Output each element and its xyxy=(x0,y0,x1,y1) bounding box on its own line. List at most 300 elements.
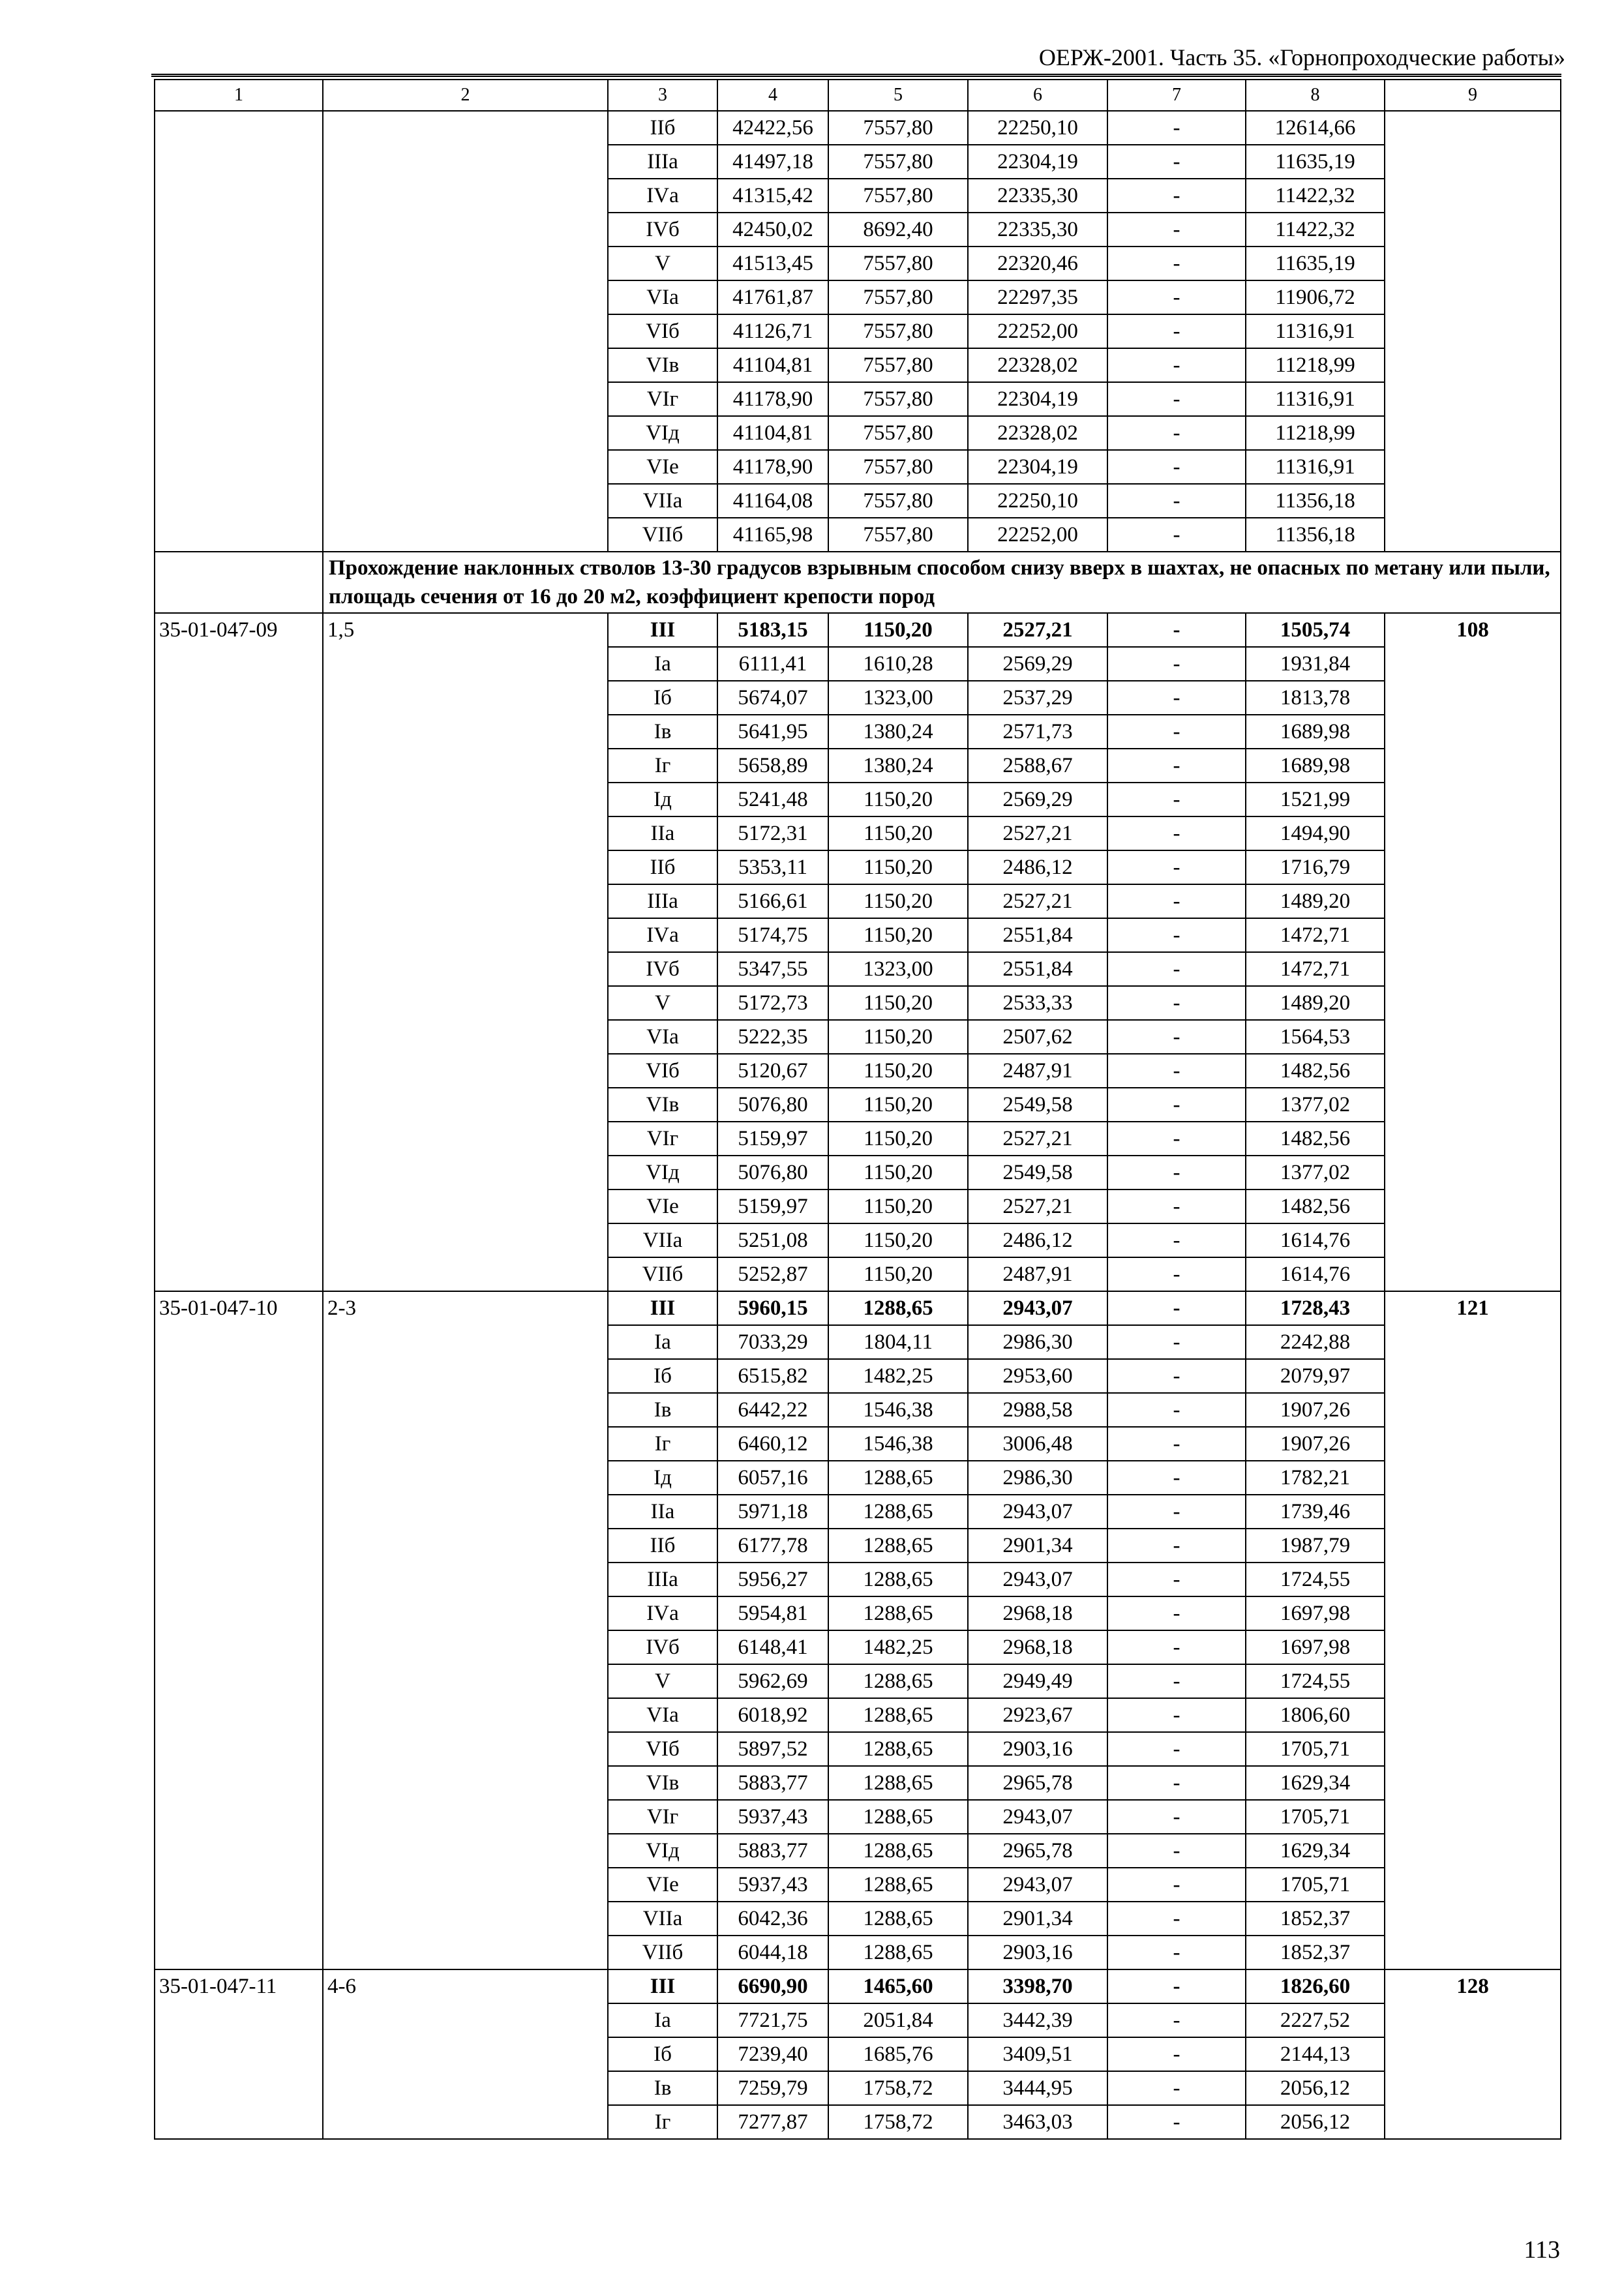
table-cell: - xyxy=(1107,1291,1246,1325)
table-cell: 11356,18 xyxy=(1246,518,1385,552)
table-cell: 1482,56 xyxy=(1246,1189,1385,1223)
table-cell: 1758,72 xyxy=(828,2071,968,2105)
table-cell: VIIа xyxy=(608,484,717,518)
table-cell: 6148,41 xyxy=(717,1630,828,1664)
table-cell: 7259,79 xyxy=(717,2071,828,2105)
table-cell: III xyxy=(608,613,717,647)
page-number: 113 xyxy=(1524,2236,1560,2264)
table-cell: 1521,99 xyxy=(1246,783,1385,816)
table-cell: 1150,20 xyxy=(828,816,968,850)
table-cell: 2569,29 xyxy=(968,783,1107,816)
table-cell: 7557,80 xyxy=(828,518,968,552)
table-cell: VIб xyxy=(608,1732,717,1766)
table-cell: - xyxy=(1107,1122,1246,1156)
table-cell: 1380,24 xyxy=(828,715,968,749)
table-cell: 2571,73 xyxy=(968,715,1107,749)
table-cell: VIб xyxy=(608,1054,717,1088)
table-cell: 2486,12 xyxy=(968,850,1107,884)
header-rule xyxy=(151,74,1561,77)
table-cell: 7557,80 xyxy=(828,280,968,314)
table-cell: 22250,10 xyxy=(968,111,1107,145)
table-cell: 2965,78 xyxy=(968,1834,1107,1868)
table-cell: 3409,51 xyxy=(968,2037,1107,2071)
table-cell: 41104,81 xyxy=(717,416,828,450)
table-cell: 6042,36 xyxy=(717,1902,828,1936)
table-cell: 1472,71 xyxy=(1246,952,1385,986)
column-number: 9 xyxy=(1385,80,1561,111)
column-number: 1 xyxy=(155,80,323,111)
table-cell: 5183,15 xyxy=(717,613,828,647)
table-cell: - xyxy=(1107,1156,1246,1189)
table-cell: 7557,80 xyxy=(828,484,968,518)
table-cell: IVб xyxy=(608,1630,717,1664)
table-cell: 11422,32 xyxy=(1246,179,1385,213)
table-cell: 2549,58 xyxy=(968,1088,1107,1122)
table-cell: VIе xyxy=(608,1189,717,1223)
table-cell: 5658,89 xyxy=(717,749,828,783)
hardness-cell xyxy=(323,111,608,552)
table-cell: 11635,19 xyxy=(1246,247,1385,280)
table-cell: 1150,20 xyxy=(828,1088,968,1122)
table-cell: Iг xyxy=(608,2105,717,2139)
table-cell: 2901,34 xyxy=(968,1902,1107,1936)
table-cell: 41164,08 xyxy=(717,484,828,518)
table-cell: 1505,74 xyxy=(1246,613,1385,647)
table-cell: IVб xyxy=(608,213,717,247)
table-cell: 22304,19 xyxy=(968,145,1107,179)
table-cell: - xyxy=(1107,382,1246,416)
table-cell: 1826,60 xyxy=(1246,1969,1385,2003)
table-cell: - xyxy=(1107,1189,1246,1223)
table-cell: - xyxy=(1107,647,1246,681)
table-cell: 1150,20 xyxy=(828,1122,968,1156)
table-cell: 1288,65 xyxy=(828,1563,968,1596)
table-cell: 1288,65 xyxy=(828,1529,968,1563)
table-cell: - xyxy=(1107,715,1246,749)
table-cell: VIIа xyxy=(608,1223,717,1257)
table-cell: 1564,53 xyxy=(1246,1020,1385,1054)
table-cell: 5937,43 xyxy=(717,1868,828,1902)
table-cell: - xyxy=(1107,1936,1246,1969)
table-cell: Iа xyxy=(608,2003,717,2037)
table-cell: 5962,69 xyxy=(717,1664,828,1698)
table-cell: - xyxy=(1107,1969,1246,2003)
table-cell: 2227,52 xyxy=(1246,2003,1385,2037)
table-cell: IIб xyxy=(608,111,717,145)
column-number: 4 xyxy=(717,80,828,111)
table-cell: V xyxy=(608,986,717,1020)
table-cell: 5883,77 xyxy=(717,1834,828,1868)
table-cell: 1629,34 xyxy=(1246,1766,1385,1800)
table-cell: 7557,80 xyxy=(828,111,968,145)
table-cell: 6690,90 xyxy=(717,1969,828,2003)
column-number: 8 xyxy=(1246,80,1385,111)
table-cell: 2949,49 xyxy=(968,1664,1107,1698)
table-cell: 41165,98 xyxy=(717,518,828,552)
table-cell: 5076,80 xyxy=(717,1088,828,1122)
table-cell: Iа xyxy=(608,647,717,681)
table-cell: Iв xyxy=(608,1393,717,1427)
table-cell: VIг xyxy=(608,382,717,416)
table-cell: 2144,13 xyxy=(1246,2037,1385,2071)
table-cell: 1288,65 xyxy=(828,1936,968,1969)
table-cell: - xyxy=(1107,1630,1246,1664)
table-cell: 2901,34 xyxy=(968,1529,1107,1563)
table-cell: VIа xyxy=(608,280,717,314)
table-cell: 1288,65 xyxy=(828,1495,968,1529)
table-cell: 7557,80 xyxy=(828,314,968,348)
table-cell: VIв xyxy=(608,1766,717,1800)
table-cell: 5960,15 xyxy=(717,1291,828,1325)
table-cell: 1288,65 xyxy=(828,1902,968,1936)
table-cell: 1288,65 xyxy=(828,1868,968,1902)
table-cell: 22320,46 xyxy=(968,247,1107,280)
table-cell: Iд xyxy=(608,1461,717,1495)
table-cell: 6044,18 xyxy=(717,1936,828,1969)
table-cell: - xyxy=(1107,179,1246,213)
table-cell: 2943,07 xyxy=(968,1495,1107,1529)
table-cell: - xyxy=(1107,2105,1246,2139)
code-cell xyxy=(155,111,323,552)
table-cell: 7557,80 xyxy=(828,179,968,213)
table-cell: 22304,19 xyxy=(968,450,1107,484)
table-cell: 2527,21 xyxy=(968,816,1107,850)
table-cell: VIа xyxy=(608,1020,717,1054)
table-cell: 11316,91 xyxy=(1246,314,1385,348)
table-cell: 5956,27 xyxy=(717,1563,828,1596)
table-cell: - xyxy=(1107,314,1246,348)
table-cell: - xyxy=(1107,1563,1246,1596)
table-cell: 41513,45 xyxy=(717,247,828,280)
table-cell: Iб xyxy=(608,681,717,715)
table-cell: 8692,40 xyxy=(828,213,968,247)
table-cell: 1150,20 xyxy=(828,613,968,647)
table-cell: - xyxy=(1107,450,1246,484)
table-cell: - xyxy=(1107,918,1246,952)
table-cell: 1150,20 xyxy=(828,918,968,952)
table-cell: - xyxy=(1107,2037,1246,2071)
table-cell: 2242,88 xyxy=(1246,1325,1385,1359)
section-blank-cell xyxy=(155,552,323,613)
section-title: Прохождение наклонных стволов 13-30 градусов взрывным способом снизу вверх в шахтах, не опасных по метану или пыли, площадь сечения от 16 до 20 м2, коэффициент крепости пород xyxy=(323,552,1561,613)
table-cell: - xyxy=(1107,1800,1246,1834)
table-cell: Iд xyxy=(608,783,717,816)
table-cell: 1288,65 xyxy=(828,1664,968,1698)
table-cell: 2986,30 xyxy=(968,1325,1107,1359)
labor-cost-cell: 121 xyxy=(1385,1291,1561,1969)
rock-hardness: 2-3 xyxy=(323,1291,608,1969)
table-cell: 2943,07 xyxy=(968,1563,1107,1596)
table-cell: 1472,71 xyxy=(1246,918,1385,952)
table-cell: - xyxy=(1107,213,1246,247)
table-cell: - xyxy=(1107,484,1246,518)
table-cell: IIа xyxy=(608,816,717,850)
table-cell: 1705,71 xyxy=(1246,1732,1385,1766)
table-cell: 5897,52 xyxy=(717,1732,828,1766)
table-cell: VIа xyxy=(608,1698,717,1732)
table-cell: - xyxy=(1107,681,1246,715)
table-cell: 5937,43 xyxy=(717,1800,828,1834)
table-cell: 1482,56 xyxy=(1246,1122,1385,1156)
table-cell: 1150,20 xyxy=(828,1156,968,1189)
table-cell: - xyxy=(1107,1596,1246,1630)
table-cell: 2569,29 xyxy=(968,647,1107,681)
table-cell: IIб xyxy=(608,850,717,884)
table-cell: 1610,28 xyxy=(828,647,968,681)
table-cell: - xyxy=(1107,1902,1246,1936)
table-cell: 1685,76 xyxy=(828,2037,968,2071)
table-cell: 1614,76 xyxy=(1246,1223,1385,1257)
table-cell: VIв xyxy=(608,1088,717,1122)
table-cell: 11422,32 xyxy=(1246,213,1385,247)
table-cell: 7557,80 xyxy=(828,382,968,416)
table-cell: 7557,80 xyxy=(828,416,968,450)
table-cell: 1150,20 xyxy=(828,986,968,1020)
table-cell: 5172,73 xyxy=(717,986,828,1020)
table-cell: 7239,40 xyxy=(717,2037,828,2071)
table-cell: 7557,80 xyxy=(828,450,968,484)
col9-cell xyxy=(1385,111,1561,552)
table-cell: 1782,21 xyxy=(1246,1461,1385,1495)
table-cell: - xyxy=(1107,613,1246,647)
table-cell: 6057,16 xyxy=(717,1461,828,1495)
table-cell: 5353,11 xyxy=(717,850,828,884)
table-cell: 1288,65 xyxy=(828,1766,968,1800)
table-cell: 5159,97 xyxy=(717,1189,828,1223)
table-cell: - xyxy=(1107,1766,1246,1800)
table-cell: 1724,55 xyxy=(1246,1664,1385,1698)
table-cell: 1804,11 xyxy=(828,1325,968,1359)
norm-code: 35-01-047-09 xyxy=(155,613,323,1291)
table-cell: 3006,48 xyxy=(968,1427,1107,1461)
table-cell: 2923,67 xyxy=(968,1698,1107,1732)
column-number: 6 xyxy=(968,80,1107,111)
table-cell: 22335,30 xyxy=(968,213,1107,247)
table-cell: Iа xyxy=(608,1325,717,1359)
table-cell: 7033,29 xyxy=(717,1325,828,1359)
table-cell: - xyxy=(1107,1020,1246,1054)
table-cell: - xyxy=(1107,1698,1246,1732)
section-row xyxy=(155,552,1561,613)
table-cell: VIIб xyxy=(608,1936,717,1969)
column-number: 5 xyxy=(828,80,968,111)
rock-hardness: 4-6 xyxy=(323,1969,608,2139)
column-number: 3 xyxy=(608,80,717,111)
table-cell: 2965,78 xyxy=(968,1766,1107,1800)
table-cell: 22250,10 xyxy=(968,484,1107,518)
table-cell: IVа xyxy=(608,918,717,952)
table-cell: 2056,12 xyxy=(1246,2105,1385,2139)
table-cell: VIIб xyxy=(608,518,717,552)
table-cell: 5971,18 xyxy=(717,1495,828,1529)
table-cell: VIIа xyxy=(608,1902,717,1936)
table-cell: 3398,70 xyxy=(968,1969,1107,2003)
table-cell: 2953,60 xyxy=(968,1359,1107,1393)
labor-cost-cell: 128 xyxy=(1385,1969,1561,2139)
table-cell: VIб xyxy=(608,314,717,348)
table-cell: 2533,33 xyxy=(968,986,1107,1020)
table-cell: 2507,62 xyxy=(968,1020,1107,1054)
table-cell: - xyxy=(1107,816,1246,850)
table-cell: 1288,65 xyxy=(828,1698,968,1732)
table-cell: 1482,56 xyxy=(1246,1054,1385,1088)
table-row xyxy=(155,613,1561,647)
table-cell: Iг xyxy=(608,1427,717,1461)
table-cell: 6177,78 xyxy=(717,1529,828,1563)
table-cell: 1724,55 xyxy=(1246,1563,1385,1596)
table-cell: 1697,98 xyxy=(1246,1596,1385,1630)
table-cell: 1482,25 xyxy=(828,1359,968,1393)
table-cell: 5120,67 xyxy=(717,1054,828,1088)
table-cell: 1489,20 xyxy=(1246,884,1385,918)
table-cell: - xyxy=(1107,1427,1246,1461)
table-cell: 7557,80 xyxy=(828,145,968,179)
table-cell: 1614,76 xyxy=(1246,1257,1385,1291)
table-cell: - xyxy=(1107,280,1246,314)
table-cell: 2537,29 xyxy=(968,681,1107,715)
table-cell: 22252,00 xyxy=(968,518,1107,552)
table-cell: IIIа xyxy=(608,145,717,179)
table-cell: 22252,00 xyxy=(968,314,1107,348)
table-cell: 1377,02 xyxy=(1246,1088,1385,1122)
table-cell: - xyxy=(1107,952,1246,986)
table-cell: 1689,98 xyxy=(1246,715,1385,749)
table-cell: 3442,39 xyxy=(968,2003,1107,2037)
price-table xyxy=(154,79,1561,2140)
table-cell: 2903,16 xyxy=(968,1936,1107,1969)
table-cell: Iб xyxy=(608,1359,717,1393)
table-cell: 1758,72 xyxy=(828,2105,968,2139)
table-cell: 11906,72 xyxy=(1246,280,1385,314)
norm-code: 35-01-047-10 xyxy=(155,1291,323,1969)
table-cell: - xyxy=(1107,518,1246,552)
table-cell: VIг xyxy=(608,1800,717,1834)
table-cell: 1852,37 xyxy=(1246,1902,1385,1936)
table-cell: 42422,56 xyxy=(717,111,828,145)
table-cell: 2527,21 xyxy=(968,613,1107,647)
table-cell: 1380,24 xyxy=(828,749,968,783)
table-cell: - xyxy=(1107,2071,1246,2105)
table-cell: 7557,80 xyxy=(828,348,968,382)
table-cell: 1465,60 xyxy=(828,1969,968,2003)
table-cell: 2943,07 xyxy=(968,1800,1107,1834)
table-cell: VIе xyxy=(608,1868,717,1902)
norm-code: 35-01-047-11 xyxy=(155,1969,323,2139)
table-cell: 5674,07 xyxy=(717,681,828,715)
table-cell: 1288,65 xyxy=(828,1834,968,1868)
table-cell: 1806,60 xyxy=(1246,1698,1385,1732)
table-cell: - xyxy=(1107,1054,1246,1088)
table-cell: 7277,87 xyxy=(717,2105,828,2139)
table-cell: 1288,65 xyxy=(828,1732,968,1766)
table-cell: 7557,80 xyxy=(828,247,968,280)
table-cell: 2487,91 xyxy=(968,1054,1107,1088)
table-cell: 2527,21 xyxy=(968,884,1107,918)
table-cell: 41497,18 xyxy=(717,145,828,179)
table-cell: 5166,61 xyxy=(717,884,828,918)
table-cell: 41178,90 xyxy=(717,450,828,484)
table-cell: - xyxy=(1107,1732,1246,1766)
table-cell: Iг xyxy=(608,749,717,783)
table-cell: 2943,07 xyxy=(968,1291,1107,1325)
table-cell: Iв xyxy=(608,715,717,749)
table-cell: IIб xyxy=(608,1529,717,1563)
table-cell: IVб xyxy=(608,952,717,986)
table-cell: 1689,98 xyxy=(1246,749,1385,783)
table-cell: 1150,20 xyxy=(828,850,968,884)
table-cell: 5241,48 xyxy=(717,783,828,816)
table-cell: 2486,12 xyxy=(968,1223,1107,1257)
table-cell: 1987,79 xyxy=(1246,1529,1385,1563)
table-cell: - xyxy=(1107,1088,1246,1122)
table-cell: 5222,35 xyxy=(717,1020,828,1054)
table-cell: 1150,20 xyxy=(828,1020,968,1054)
table-cell: 3463,03 xyxy=(968,2105,1107,2139)
table-cell: - xyxy=(1107,145,1246,179)
table-cell: 2968,18 xyxy=(968,1596,1107,1630)
table-cell: 1150,20 xyxy=(828,884,968,918)
table-cell: - xyxy=(1107,783,1246,816)
table-cell: IVа xyxy=(608,1596,717,1630)
table-cell: - xyxy=(1107,1868,1246,1902)
table-cell: III xyxy=(608,1291,717,1325)
table-cell: 1931,84 xyxy=(1246,647,1385,681)
table-cell: 2051,84 xyxy=(828,2003,968,2037)
table-cell: 5174,75 xyxy=(717,918,828,952)
running-header: ОЕРЖ-2001. Часть 35. «Горнопроходческие работы» xyxy=(1038,44,1565,70)
table-cell: 1716,79 xyxy=(1246,850,1385,884)
table-cell: 2527,21 xyxy=(968,1189,1107,1223)
table-cell: 1150,20 xyxy=(828,1189,968,1223)
table-cell: 2079,97 xyxy=(1246,1359,1385,1393)
table-cell: - xyxy=(1107,749,1246,783)
table-cell: 1377,02 xyxy=(1246,1156,1385,1189)
table-cell: 5252,87 xyxy=(717,1257,828,1291)
table-cell: 1150,20 xyxy=(828,1257,968,1291)
table-cell: III xyxy=(608,1969,717,2003)
table-row xyxy=(155,1291,1561,1325)
table-cell: 6515,82 xyxy=(717,1359,828,1393)
table-cell: - xyxy=(1107,884,1246,918)
table-cell: 6442,22 xyxy=(717,1393,828,1427)
table-cell: 11635,19 xyxy=(1246,145,1385,179)
table-cell: 6018,92 xyxy=(717,1698,828,1732)
table-cell: 2943,07 xyxy=(968,1868,1107,1902)
table-cell: 5159,97 xyxy=(717,1122,828,1156)
table-cell: 2551,84 xyxy=(968,952,1107,986)
table-cell: 1907,26 xyxy=(1246,1427,1385,1461)
table-cell: 2549,58 xyxy=(968,1156,1107,1189)
table-cell: 11356,18 xyxy=(1246,484,1385,518)
table-cell: 2903,16 xyxy=(968,1732,1107,1766)
table-cell: - xyxy=(1107,1834,1246,1868)
table-cell: 22328,02 xyxy=(968,416,1107,450)
table-cell: 1697,98 xyxy=(1246,1630,1385,1664)
table-cell: - xyxy=(1107,1461,1246,1495)
table-cell: IVа xyxy=(608,179,717,213)
table-cell: 1288,65 xyxy=(828,1596,968,1630)
table-cell: 22304,19 xyxy=(968,382,1107,416)
table-cell: 1852,37 xyxy=(1246,1936,1385,1969)
table-cell: 1813,78 xyxy=(1246,681,1385,715)
table-cell: 5076,80 xyxy=(717,1156,828,1189)
table-cell: - xyxy=(1107,111,1246,145)
table-cell: 2487,91 xyxy=(968,1257,1107,1291)
table-cell: IIIа xyxy=(608,1563,717,1596)
table-cell: - xyxy=(1107,348,1246,382)
table-cell: 5954,81 xyxy=(717,1596,828,1630)
labor-cost-cell: 108 xyxy=(1385,613,1561,1291)
